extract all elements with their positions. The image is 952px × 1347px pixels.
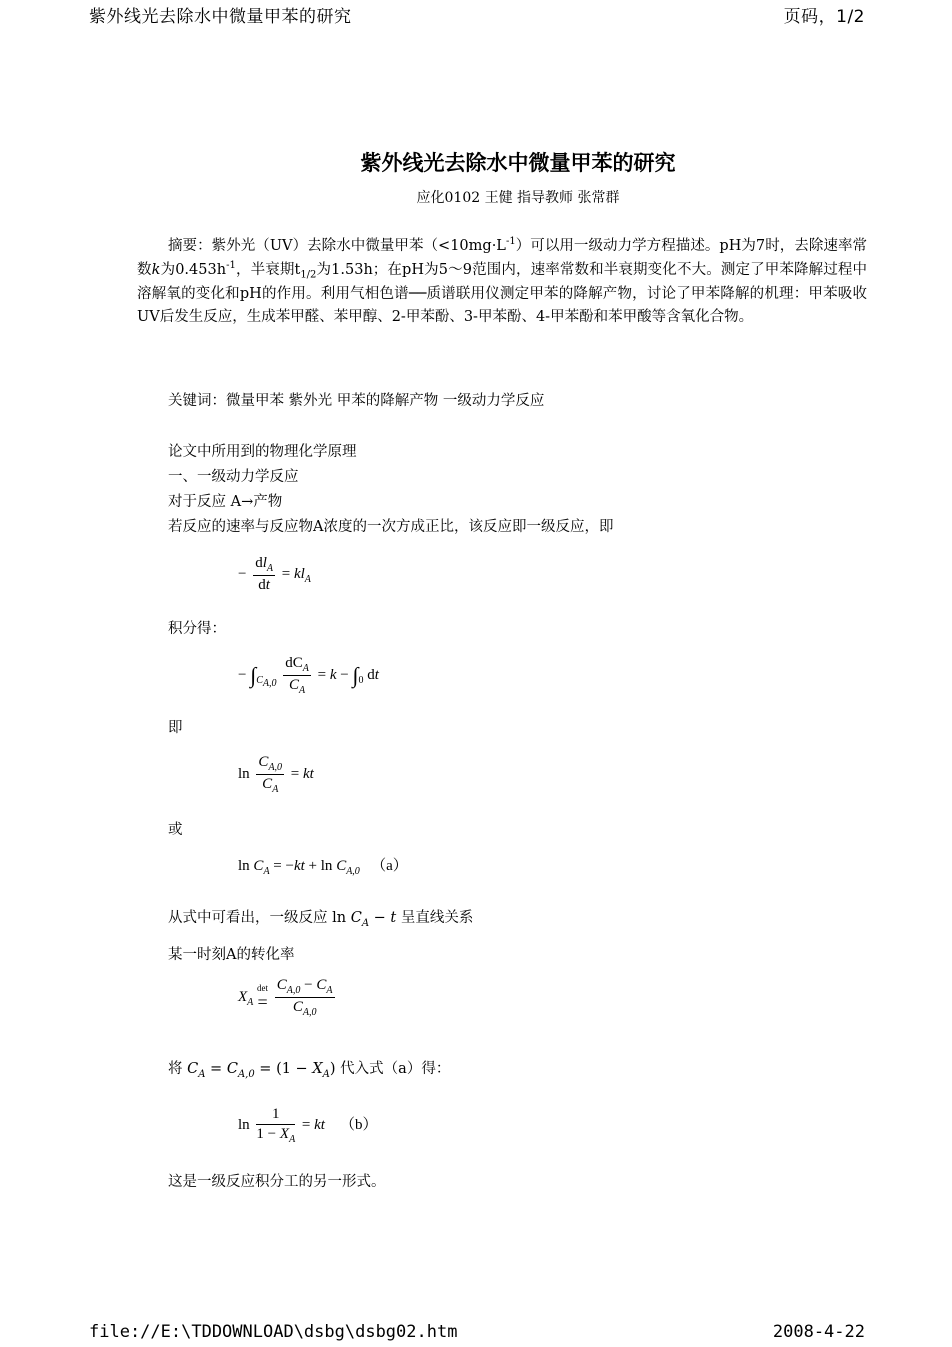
conversion-label: 某一时刻A的转化率 (168, 947, 295, 963)
equation-a: $\ln C_A = -kt + \ln C_{A,0}$ （a） (238, 858, 408, 877)
conversion-equation: $X_A$ det = $\frac{C_{A,0} - C_A}{C_{A,0}}$ (238, 977, 333, 1018)
footer-file-path: file://E:\TDDOWNLOAD\dsbg\dsbg02.htm (89, 1322, 458, 1342)
ji-label: 即 (168, 720, 183, 736)
integrate-label: 积分得： (168, 621, 226, 637)
huo-label: 或 (168, 822, 183, 838)
document-title: 紫外线光去除水中微量甲苯的研究 (360, 151, 676, 175)
rate-equation: − $\frac{dl_A}{dt}$ = $kl_A$ (238, 555, 311, 593)
reaction-line: 对于反应 A→产物 (168, 494, 283, 510)
ln-ratio-equation: ln $\frac{C_{A,0}}{C_A}$ = kt (238, 754, 314, 795)
keywords: 关键词：微量甲苯 紫外光 甲苯的降解产物 一级动力学反应 (168, 393, 545, 409)
author-byline: 应化0102 王健 指导教师 张常群 (416, 190, 620, 206)
equation-b: ln $\frac{1}{1 - X_A}$ = kt （b） (238, 1106, 378, 1145)
header-title: 紫外线光去除水中微量甲苯的研究 (89, 7, 352, 27)
section-title: 论文中所用到的物理化学原理 (168, 444, 357, 460)
definition-line: 若反应的速率与反应物A浓度的一次方成正比，该反应即一级反应，即 (168, 519, 614, 535)
closing-line: 这是一级反应积分工的另一形式。 (168, 1174, 386, 1190)
header-page-number: 页码，1/2 (783, 7, 865, 27)
abstract: 摘要：紫外光（UV）去除水中微量甲苯$(<10mg\cdot L^{-1})$可以用一级动力学方程描述。pH为7时，去除速率常数k为$0.453h^{-1}$，半衰期$t_{1/2}$为1.53h；在pH为5～9范围内，速率常数和半衰期变化不大。测定了甲苯降解过程中溶解氧的变化和pH的作用。利用气相色谱──质谱联用仪测定甲苯的降解产物，讨论了甲苯降解的机理：甲苯吸收UV后发生反应，生成苯甲醛、苯甲醇、2-甲苯酚、3-甲苯酚、4-甲苯酚和苯甲酸等含氧化合物。 (137, 236, 868, 326)
subsection-title: 一、一级动力学反应 (168, 469, 299, 485)
footer-date: 2008-4-22 (772, 1322, 865, 1342)
integral-equation: − $\int_{C_{A,0}}$ $\frac{dC_A}{C_A}$ = $k - \int_0$ dt (238, 655, 379, 696)
substitute-line: 将 $C_A = C_{A,0} = (1 - X_A)$ 代入式（a）得： (168, 1061, 451, 1080)
linear-relation: 从式中可看出，一级反应 $\ln C_A - t$ 呈直线关系 (168, 910, 474, 929)
